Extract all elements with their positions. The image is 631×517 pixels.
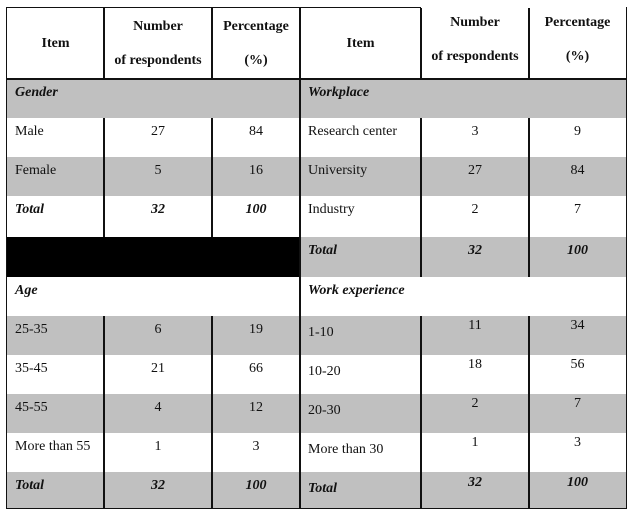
row-item: More than 55 bbox=[7, 433, 104, 472]
row-number: 1 bbox=[104, 433, 212, 472]
divider bbox=[211, 316, 213, 508]
row-item: 1-10 bbox=[300, 316, 421, 355]
header-percentage-line2: (%) bbox=[565, 48, 590, 64]
divider bbox=[299, 8, 301, 508]
total-percentage: 100 bbox=[529, 237, 626, 277]
header-number-right bbox=[421, 4, 529, 75]
row-number: 3 bbox=[421, 118, 529, 157]
row-item: Male bbox=[7, 118, 104, 157]
row-percentage: 12 bbox=[212, 394, 300, 433]
header-item-right bbox=[300, 8, 421, 79]
section-title-gender: Gender bbox=[7, 79, 300, 118]
row-percentage: 19 bbox=[212, 316, 300, 355]
row-item: 10-20 bbox=[300, 355, 421, 394]
row-number: 18 bbox=[421, 355, 529, 394]
divider bbox=[528, 118, 530, 277]
divider bbox=[420, 8, 422, 79]
total-item: Total bbox=[7, 472, 104, 508]
row-item: 45-55 bbox=[7, 394, 104, 433]
row-number: 2 bbox=[421, 196, 529, 237]
header-number-left bbox=[104, 8, 212, 79]
row-percentage: 84 bbox=[529, 157, 626, 196]
header-number-line2: of respondents bbox=[114, 52, 202, 68]
header-item-left bbox=[7, 8, 104, 79]
divider bbox=[103, 316, 105, 508]
row-number: 27 bbox=[104, 118, 212, 157]
row-number: 2 bbox=[421, 394, 529, 433]
row-item: 35-45 bbox=[7, 355, 104, 394]
row-item: Research center bbox=[300, 118, 421, 157]
row-item: Industry bbox=[300, 196, 421, 237]
divider bbox=[420, 316, 422, 508]
divider bbox=[103, 118, 105, 237]
row-percentage: 16 bbox=[212, 157, 300, 196]
row-item: 20-30 bbox=[300, 394, 421, 433]
row-percentage: 84 bbox=[212, 118, 300, 157]
divider bbox=[7, 78, 626, 80]
header-number-line2: of respondents bbox=[431, 48, 519, 64]
row-percentage: 7 bbox=[529, 196, 626, 237]
total-number: 32 bbox=[421, 237, 529, 277]
divider bbox=[103, 8, 105, 79]
header-number-line1: Number bbox=[133, 18, 183, 34]
redacted-block bbox=[7, 237, 300, 277]
header-item-text: Item bbox=[41, 35, 70, 51]
row-item: More than 30 bbox=[300, 433, 421, 472]
row-number: 1 bbox=[421, 433, 529, 472]
row-number: 21 bbox=[104, 355, 212, 394]
row-percentage: 7 bbox=[529, 394, 626, 433]
row-item: University bbox=[300, 157, 421, 196]
respondents-table bbox=[6, 7, 627, 509]
header-number-line1: Number bbox=[450, 14, 500, 30]
header-percentage-line2: (%) bbox=[244, 52, 268, 68]
total-number: 32 bbox=[104, 196, 212, 237]
header-percentage-left bbox=[212, 8, 300, 79]
header-percentage-right bbox=[529, 4, 626, 75]
total-percentage: 100 bbox=[212, 196, 300, 237]
row-percentage: 66 bbox=[212, 355, 300, 394]
divider bbox=[420, 118, 422, 277]
section-title-age: Age bbox=[7, 277, 300, 316]
row-item: Female bbox=[7, 157, 104, 196]
total-item: Total bbox=[7, 196, 104, 237]
row-number: 4 bbox=[104, 394, 212, 433]
total-percentage: 100 bbox=[212, 472, 300, 508]
header-percentage-line1: Percentage bbox=[544, 14, 611, 30]
section-title-workplace: Workplace bbox=[300, 79, 626, 118]
total-number: 32 bbox=[104, 472, 212, 508]
row-item: 25-35 bbox=[7, 316, 104, 355]
row-number: 6 bbox=[104, 316, 212, 355]
header-item-text: Item bbox=[346, 35, 375, 51]
total-percentage: 100 bbox=[529, 472, 626, 508]
divider bbox=[528, 316, 530, 508]
divider bbox=[211, 8, 213, 79]
total-item: Total bbox=[300, 472, 421, 508]
divider bbox=[211, 118, 213, 237]
row-percentage: 3 bbox=[529, 433, 626, 472]
total-item: Total bbox=[300, 237, 421, 277]
row-percentage: 9 bbox=[529, 118, 626, 157]
header-percentage-line1: Percentage bbox=[223, 18, 289, 34]
row-number: 11 bbox=[421, 316, 529, 355]
section-title-work-experience: Work experience bbox=[300, 277, 626, 316]
row-number: 5 bbox=[104, 157, 212, 196]
row-percentage: 3 bbox=[212, 433, 300, 472]
row-percentage: 56 bbox=[529, 355, 626, 394]
row-number: 27 bbox=[421, 157, 529, 196]
divider bbox=[528, 8, 530, 79]
row-percentage: 34 bbox=[529, 316, 626, 355]
total-number: 32 bbox=[421, 472, 529, 508]
